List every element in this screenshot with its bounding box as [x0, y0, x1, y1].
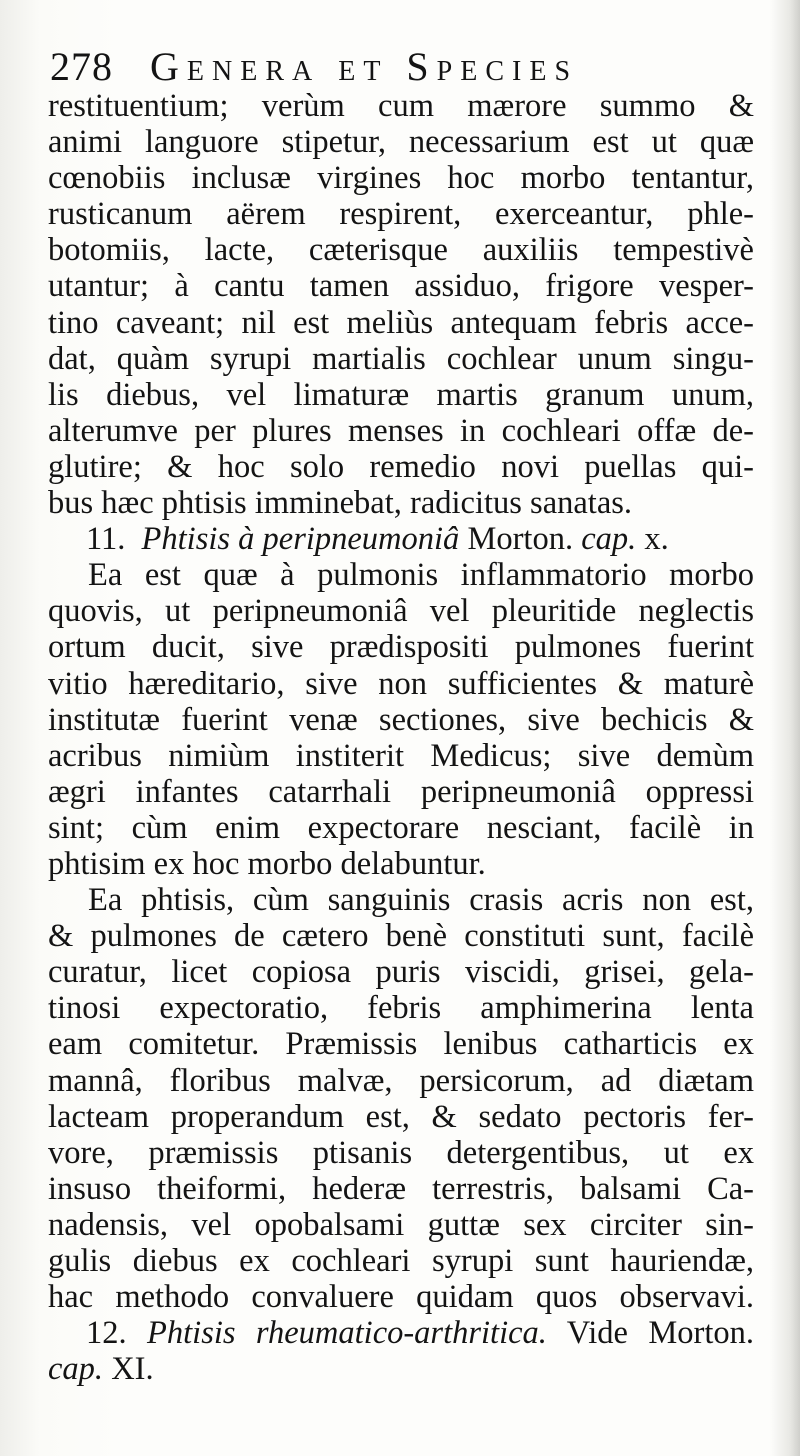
section-ref-roman: x. — [644, 521, 669, 558]
text-line: phtisim ex hoc morbo delabuntur. — [48, 845, 486, 882]
text-line: mannâ, floribus malvæ, persicorum, ad diætam — [48, 1062, 754, 1099]
text-line: Ea est quæ à pulmonis inflammatorio morbo — [88, 557, 754, 594]
paragraph — [48, 882, 754, 1315]
text-line: cœnobiis inclusæ virgines hoc morbo tentantur, — [48, 160, 754, 197]
text-line: bus hæc phtisis imminebat, radicitus sanatas. — [48, 485, 633, 522]
text-line: utantur; à cantu tamen assiduo, frigore vesper- — [48, 268, 754, 305]
text-line: lacteam properandum est, & sedato pectoris fer- — [48, 1098, 754, 1135]
text-line: institutæ fuerint venæ sectiones, sive bechicis & — [48, 701, 754, 738]
running-head: Genera et Species — [150, 44, 579, 89]
paragraph — [48, 557, 754, 882]
text-line: curatur, licet copiosa puris viscidi, grisei, gela- — [48, 954, 754, 991]
text-line: rusticanum aërem respirent, exerceantur, phle- — [48, 196, 754, 233]
section-ref-line — [48, 1351, 754, 1387]
text-line: ægri infantes catarrhali peripneumoniâ oppressi — [48, 773, 754, 810]
text-line: sint; cùm enim expectorare nesciant, facilè in — [48, 809, 754, 846]
text-line: botomiis, lacte, cæterisque auxiliis tempestivè — [48, 232, 754, 269]
section-title-italic: Phtisis rheumatico-arthritica. — [147, 1315, 547, 1352]
text-line: animi languore stipetur, necessarium est ut quæ — [48, 124, 754, 161]
text-line: ortum ducit, sive prædispositi pulmones fuerint — [48, 629, 754, 666]
text-line: tinosi expectoratio, febris amphimerina lenta — [48, 990, 754, 1027]
paragraph-continuation — [48, 88, 754, 521]
text-line: glutire; & hoc solo remedio novi puellas qui- — [48, 448, 754, 485]
text-line: vitio hæreditario, sive non sufficientes & maturè — [48, 665, 754, 702]
section-heading-11 — [48, 521, 754, 557]
section-number: 12. — [86, 1315, 127, 1352]
section-title-roman: Morton. — [467, 521, 574, 558]
text-line: tino caveant; nil est meliùs antequam febris acce- — [48, 304, 754, 341]
text-line: insuso theiformi, hederæ terrestris, balsami Ca- — [48, 1170, 754, 1207]
page-number: 278 — [50, 44, 113, 89]
page-body — [48, 88, 754, 1387]
section-ref-italic: cap. — [581, 521, 637, 558]
text-line: restituentium; verùm cum mærore summo & — [48, 88, 754, 124]
section-ref-italic: cap. — [48, 1351, 104, 1388]
text-line: eam comitetur. Præmissis lenibus catharticis ex — [48, 1026, 754, 1063]
text-line: nadensis, vel opobalsami guttæ sex circiter sin- — [48, 1206, 754, 1243]
text-line: vore, præmissis ptisanis detergentibus, ut ex — [48, 1134, 754, 1171]
text-line: quovis, ut peripneumoniâ vel pleuritide neglectis — [48, 593, 754, 630]
section-ref-roman: XI. — [111, 1351, 154, 1388]
text-line: hac methodo convaluere quidam quos observavi. — [48, 1279, 754, 1316]
section-number: 11. — [86, 521, 126, 558]
page-header — [50, 40, 750, 94]
text-line: dat, quàm syrupi martialis cochlear unum singu- — [48, 340, 754, 377]
text-line: lis diebus, vel limaturæ martis granum unum, — [48, 376, 754, 413]
text-line: & pulmones de cætero benè constituti sunt, facilè — [48, 918, 754, 955]
text-line: acribus nimiùm institerit Medicus; sive demùm — [48, 737, 754, 774]
text-line: gulis diebus ex cochleari syrupi sunt hauriendæ, — [48, 1243, 754, 1279]
section-heading-12 — [48, 1315, 754, 1351]
text-line: alterumve per plures menses in cochleari offæ de- — [48, 412, 754, 449]
section-title-roman: Vide Morton. — [566, 1315, 754, 1352]
text-line: Ea phtisis, cùm sanguinis crasis acris non est, — [88, 882, 754, 919]
section-title-italic: Phtisis à peripneumoniâ — [141, 521, 460, 558]
